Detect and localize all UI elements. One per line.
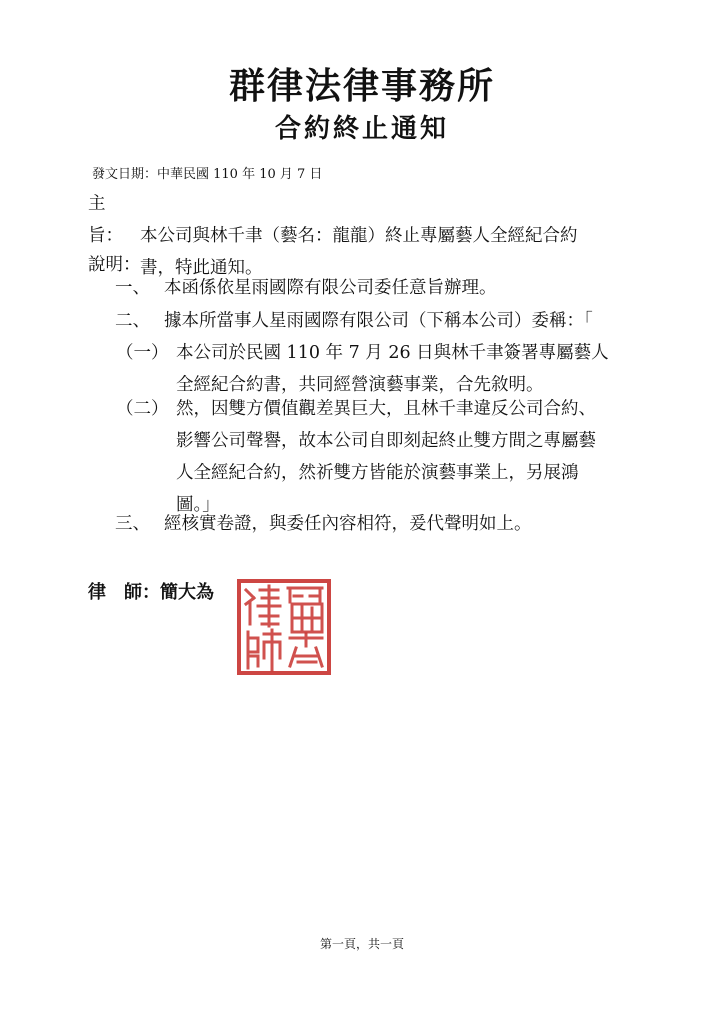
- subitem-line: 然，因雙方價值觀差異巨大，且林千聿違反公司合約、: [176, 399, 596, 419]
- item-marker: 三、: [115, 514, 150, 534]
- item-text: 據本所當事人星雨國際有限公司（下稱本公司）委稱：「: [164, 311, 593, 331]
- explanation-item-2: [115, 305, 593, 337]
- document-title: 合約終止通知: [274, 114, 449, 144]
- subject-line-1: 本公司與林千聿（藝名：龍龍）終止專屬藝人全經紀合約: [140, 226, 578, 246]
- subitem-line: 影響公司聲譽，故本公司自即刻起終止雙方間之專屬藝: [176, 431, 596, 451]
- explanation-item-3: [115, 508, 532, 540]
- item-marker: 二、: [115, 311, 150, 331]
- explanation-item-1: [115, 272, 497, 304]
- explanation-label: 說明：: [88, 255, 141, 275]
- page-number: 第一頁，共一頁: [319, 937, 404, 951]
- item-text: 本函係依星雨國際有限公司委任意旨辦理。: [164, 278, 497, 298]
- lawyer-signature: 律 師：簡大為: [88, 582, 214, 603]
- subject-line-2: 書，特此通知。: [140, 258, 263, 278]
- firm-name: 群律法律事務所: [228, 66, 495, 107]
- subitem-marker: （一）: [116, 343, 169, 363]
- item-text: 經核實卷證，與委任內容相符，爰代聲明如上。: [164, 514, 532, 534]
- subitem-line: 圖。」: [176, 495, 220, 515]
- explanation-subitem-2: [116, 393, 696, 521]
- issue-date: 發文日期：中華民國 110 年 10 月 7 日: [92, 167, 323, 182]
- subject-label: 主旨：: [88, 194, 123, 246]
- item-marker: 一、: [115, 278, 150, 298]
- explanation-subitem-1: [116, 337, 696, 401]
- subitem-line: 本公司於民國 110 年 7 月 26 日與林千聿簽署專屬藝人: [176, 343, 609, 363]
- subitem-line: 人全經紀合約，然祈雙方皆能於演藝事業上，另展鴻: [176, 463, 579, 483]
- subject-block: [88, 188, 648, 284]
- subitem-line: 全經紀合約書，共同經營演藝事業，合先敘明。: [176, 375, 544, 395]
- lawyer-seal-stamp: [236, 578, 332, 676]
- subitem-marker: （二）: [116, 399, 169, 419]
